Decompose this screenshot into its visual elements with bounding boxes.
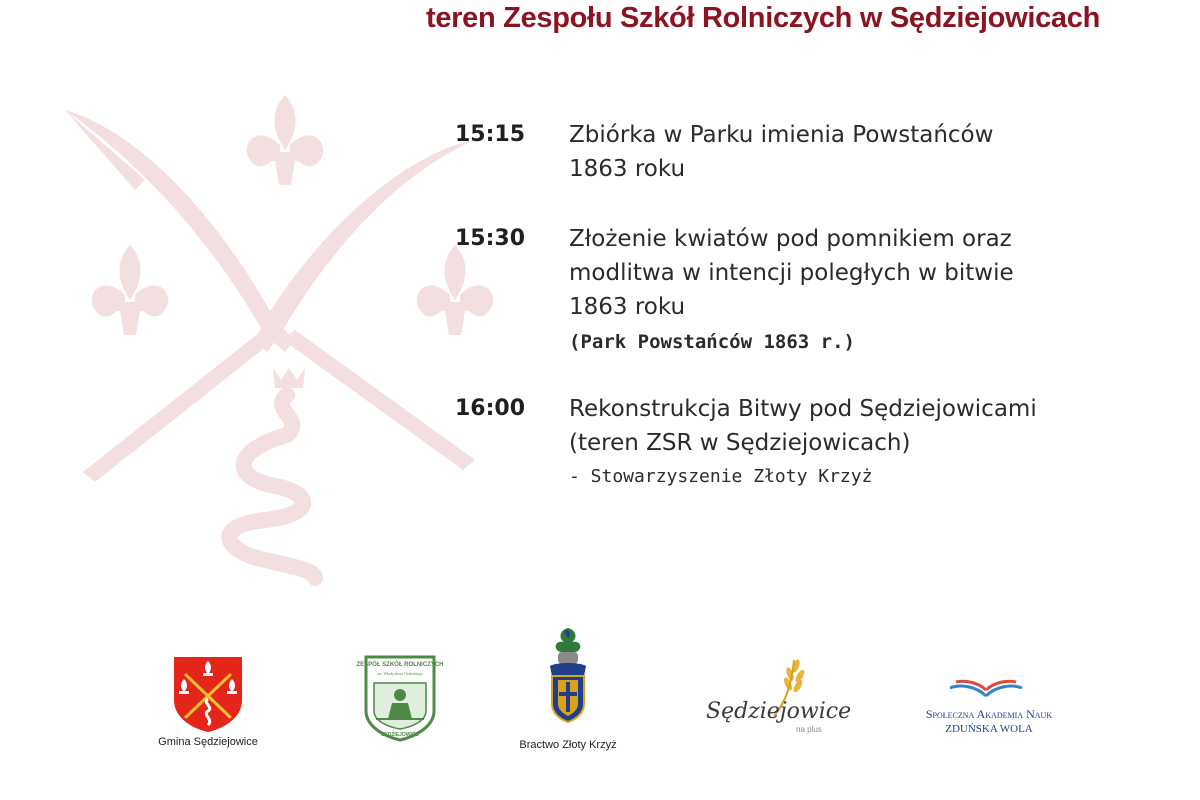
entry-line: Zbiórka w Parku imienia Powstańców — [569, 122, 994, 148]
schedule-entry — [455, 222, 1155, 358]
wheat-icon — [704, 652, 852, 738]
zsr-top-text: ZESPÓŁ SZKÓŁ ROLNICZYCH — [356, 662, 444, 668]
entry-time: 16:00 — [455, 396, 526, 421]
entry-time: 15:30 — [455, 226, 526, 251]
sedziejowice-logo-text: Sędziejowice — [706, 699, 852, 724]
sedziejowice-logo-sub: na plus — [796, 725, 822, 734]
entry-time: 15:15 — [455, 122, 526, 147]
entry-organizer-note: - Stowarzyszenie Złoty Krzyż — [569, 466, 873, 487]
zsr-bottom-text: SĘDZIEJOWICE — [381, 732, 419, 738]
open-book-icon — [946, 676, 1026, 698]
entry-line: Rekonstrukcja Bitwy pod Sędziejowicami — [569, 396, 1037, 422]
entry-line: 1863 roku — [569, 294, 686, 320]
entry-description — [569, 392, 1155, 492]
page-title: teren Zespołu Szkół Rolniczych w Sędziejowicach — [425, 2, 1100, 34]
entry-location-note: (Park Powstańców 1863 r.) — [569, 331, 855, 353]
logo-caption-gmina: Gmina Sędziejowice — [158, 736, 258, 748]
logo-san-line1: Społeczna Akademia Nauk — [925, 707, 1053, 721]
school-emblem-icon — [356, 653, 444, 741]
entry-line: Złożenie kwiatów pod pomnikiem oraz — [569, 226, 1012, 252]
entry-description — [569, 222, 1155, 358]
schedule-entry — [455, 118, 1155, 186]
schedule — [455, 118, 1155, 492]
entry-line: (teren ZSR w Sędziejowicach) — [569, 430, 911, 456]
watermark-coat-of-arms-icon — [55, 90, 485, 580]
schedule-entry — [455, 392, 1155, 492]
knight-crest-icon — [546, 626, 590, 726]
entry-description — [569, 118, 1155, 186]
entry-line: 1863 roku — [569, 156, 686, 182]
zsr-sub-text: im. Władysława Grabskiego — [377, 671, 423, 676]
logo-san-line2: ZDUŃSKA WOLA — [945, 723, 1033, 735]
header — [0, 0, 1200, 40]
logo-caption-bractwo: Bractwo Złoty Krzyż — [519, 739, 617, 751]
coat-of-arms-icon — [172, 655, 244, 733]
entry-line: modlitwa w intencji poległych w bitwie — [569, 260, 1014, 286]
